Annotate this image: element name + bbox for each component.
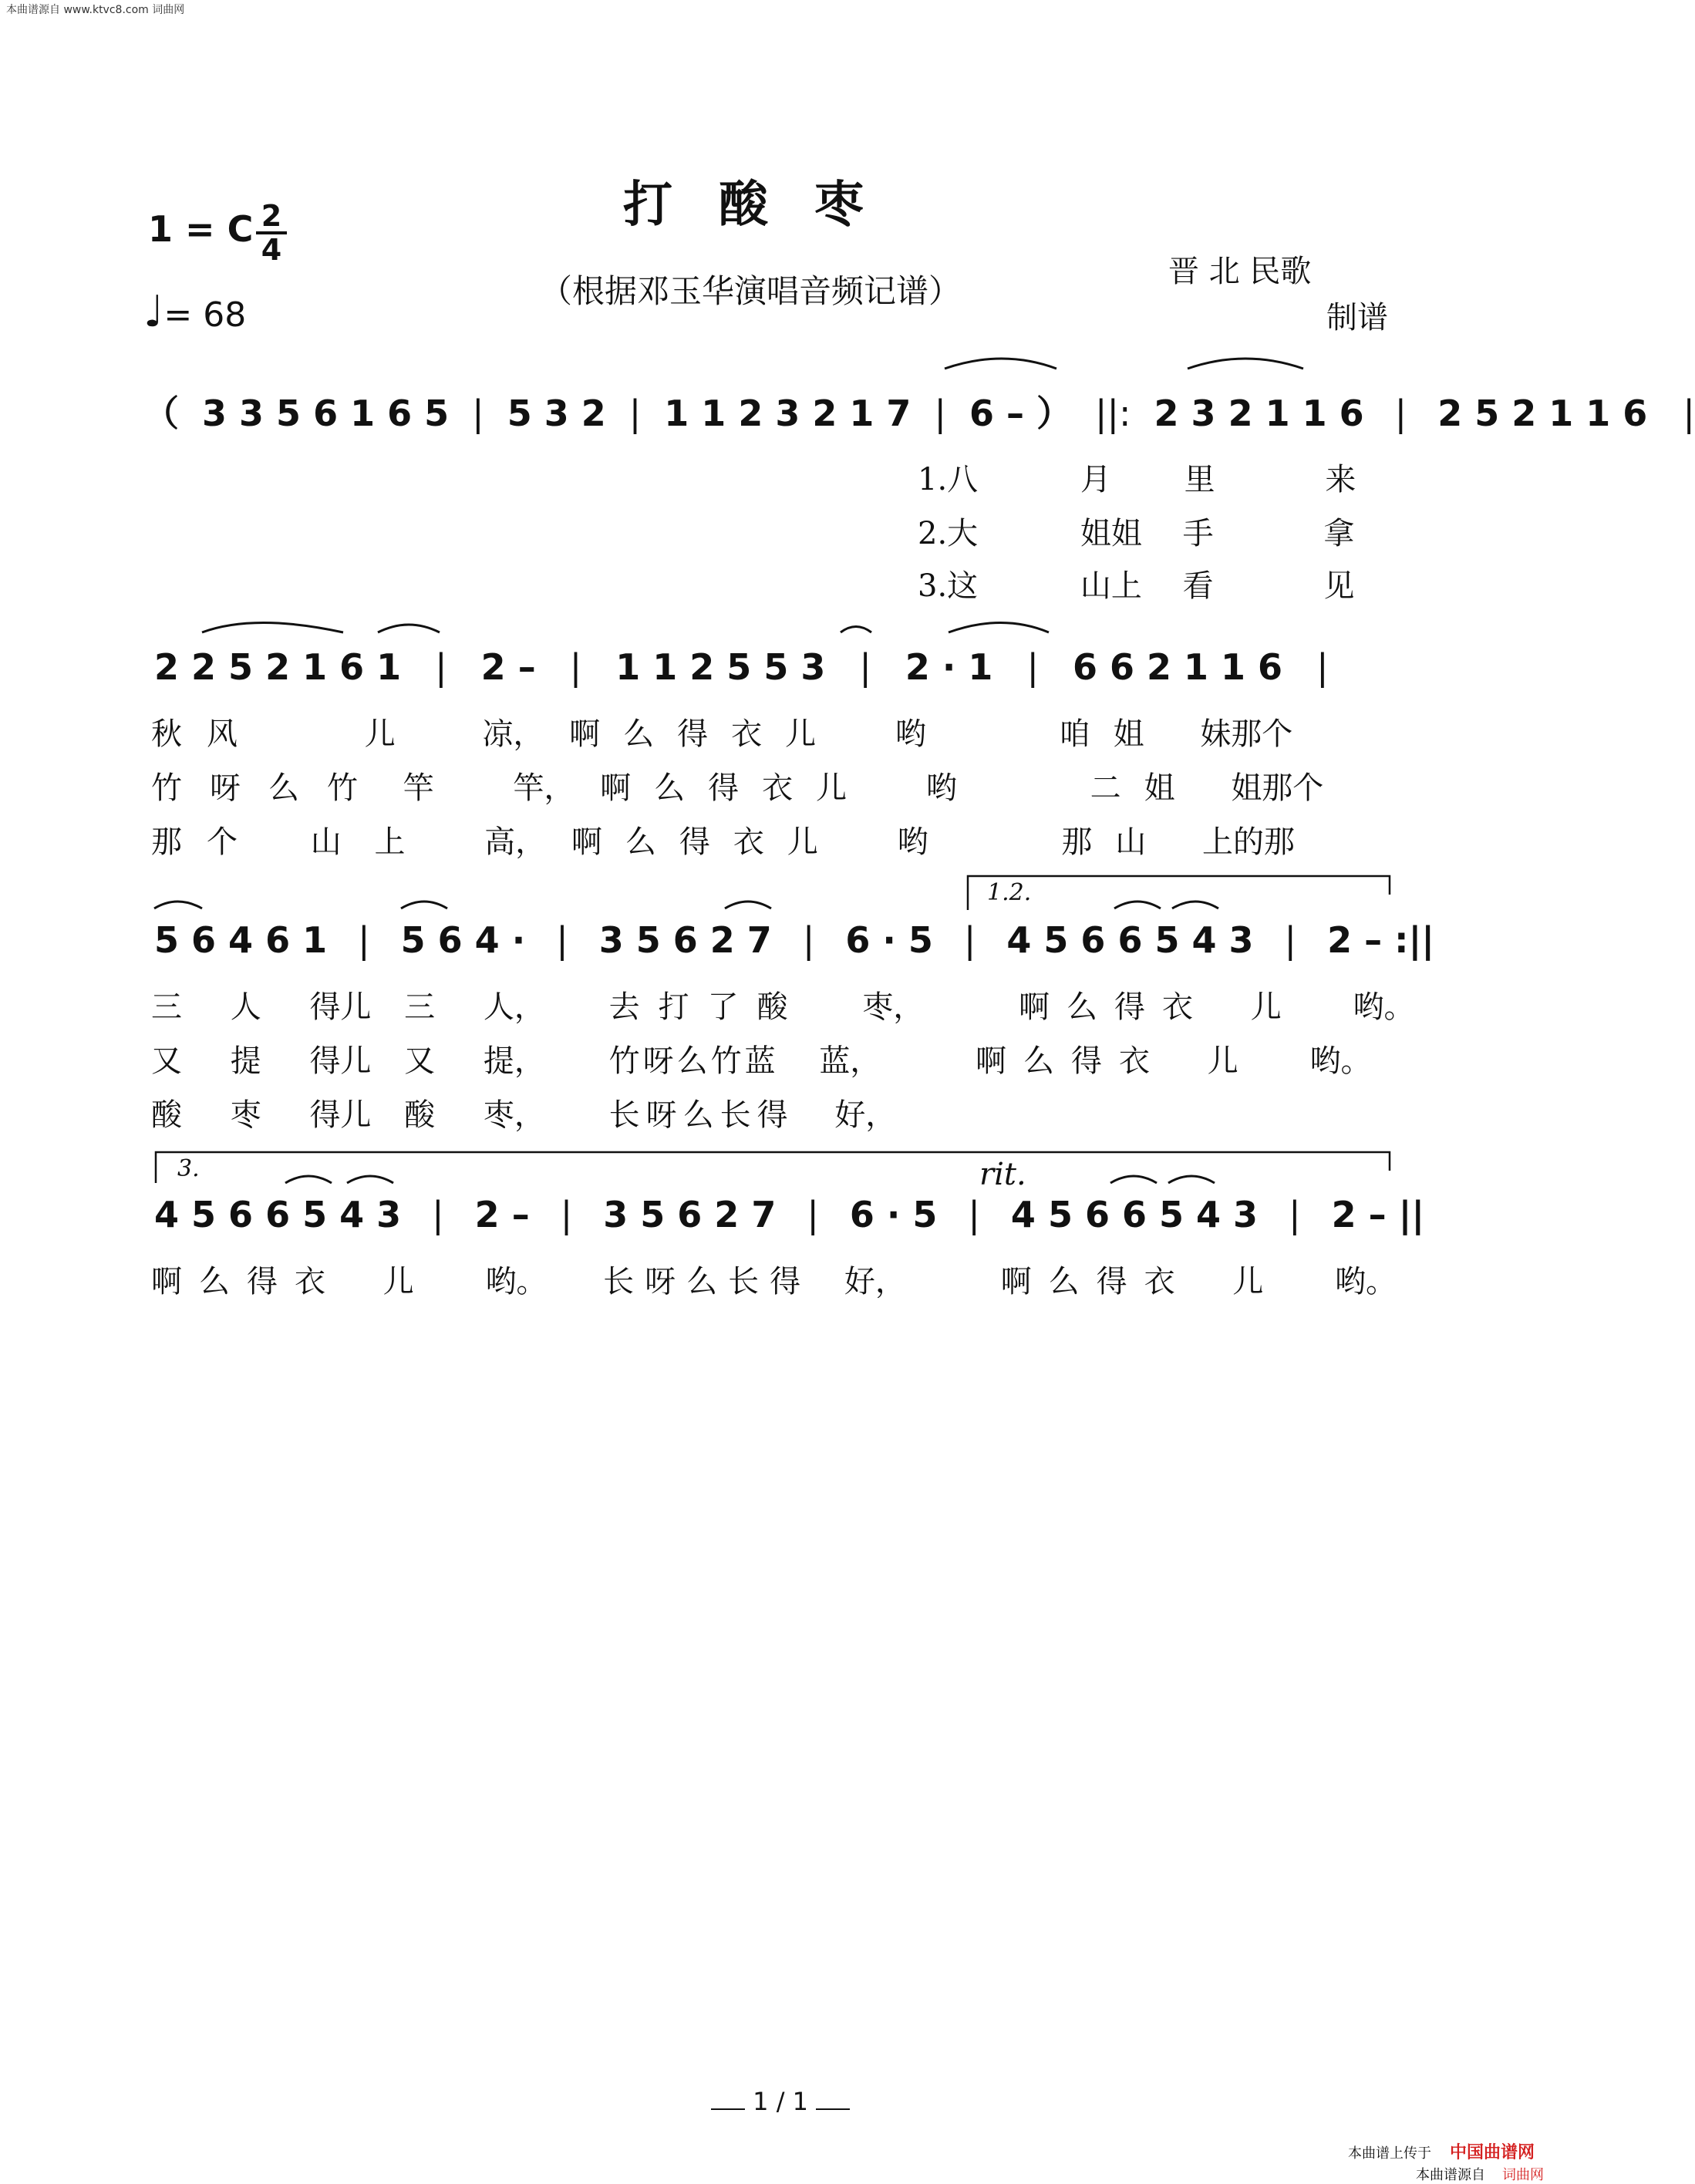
quarter-note-icon: ♩	[143, 287, 164, 337]
slur	[1114, 902, 1161, 908]
slur	[347, 1176, 393, 1183]
lyric-word: 酸	[151, 1097, 182, 1133]
lyric-word: 手	[1182, 516, 1214, 551]
lyric-word: 儿	[382, 1264, 414, 1299]
note-group: 4 5 6 6 5 4 3	[1006, 919, 1254, 961]
lyric-word: 山	[310, 824, 342, 860]
lyric-word: 竹呀么竹蓝	[608, 1043, 779, 1079]
lyric-word: 竿	[403, 770, 434, 806]
lyric-word: 蓝，	[819, 1043, 881, 1079]
lyric-word: 又	[151, 1043, 182, 1079]
repeat-end: 2 – :||	[1327, 919, 1435, 961]
lyric-word: 啊么得衣	[1019, 989, 1211, 1025]
note-group: 6 – ）	[969, 393, 1072, 434]
lyric-word: 好，	[844, 1264, 906, 1299]
barline: |	[934, 393, 946, 434]
lyric-word: 秋风	[151, 716, 262, 752]
lyric-word: 竹呀么竹	[151, 770, 386, 806]
lyric-word: 山上	[1080, 568, 1142, 604]
song-subtitle: （根据邓玉华演唱音频记谱）	[540, 272, 962, 310]
note-group: 5 6 4 ·	[400, 919, 526, 961]
lyric-word: 枣	[230, 1097, 261, 1133]
lyric-word: 啊么得衣	[151, 1264, 342, 1299]
note-group: 3 5 6 2 7	[598, 919, 772, 961]
lyric-word: 竿，	[513, 770, 575, 806]
note-group: 3 3 5 6 1 6 5	[202, 393, 450, 434]
final-barline: 2 – ||	[1331, 1194, 1425, 1235]
lyric-word: 儿	[1250, 989, 1282, 1025]
page-number	[711, 2087, 850, 2116]
lyric-word: 啊么得衣儿	[569, 716, 840, 752]
note-group: 6 · 5	[845, 919, 933, 961]
footer-site: 词曲网	[1502, 2167, 1544, 2183]
lyric-word: 里	[1184, 462, 1215, 497]
slur	[725, 902, 771, 908]
lyric-word: 姐姐	[1080, 516, 1142, 551]
lyric-word: 凉，	[482, 716, 544, 752]
time-signature-bottom: 4	[261, 233, 282, 267]
lyric-word: 提，	[483, 1043, 545, 1079]
note-group: 2 2 5 2 1 6 1	[154, 646, 402, 688]
slur	[401, 902, 447, 908]
note-group: 6 6 2 1 1 6	[1072, 646, 1283, 688]
lyric-word: 枣，	[483, 1097, 545, 1133]
barline: |	[1284, 919, 1297, 961]
note-group: 5 6 4 6 1	[154, 919, 328, 961]
lyric-word: 长呀么长得	[608, 1097, 794, 1133]
note-group: 2 5 2 1 1 6	[1437, 393, 1648, 434]
note-group: 4 5 6 6 5 4 3	[1010, 1194, 1259, 1235]
note-group: 1 1 2 3 2 1 7	[664, 393, 912, 434]
lyric-word: 哟。	[1353, 989, 1415, 1025]
slur	[945, 359, 1056, 369]
lyric-word: 上	[374, 824, 406, 860]
page-rule-left	[711, 2108, 745, 2110]
lyric-word: 三	[404, 989, 436, 1025]
lyric-word: 哟	[897, 824, 928, 860]
source-note: 本曲谱源自 www.ktvc8.com 词曲网	[6, 4, 185, 16]
lyric-word: 哟。	[485, 1264, 548, 1299]
note-group: 1 1 2 5 5 3	[615, 646, 826, 688]
barline: |	[1316, 646, 1329, 688]
repeat-start: ||:	[1095, 393, 1131, 434]
arranger-credit: 制谱	[1326, 300, 1388, 335]
slur	[1188, 359, 1303, 369]
volta-1-2: 1.2.	[987, 879, 1032, 906]
barline: |	[472, 393, 484, 434]
lyric-word: 哟	[925, 770, 957, 806]
lyric-word: 去打了酸	[608, 989, 807, 1025]
lyric-word: 长呀么长得	[603, 1264, 812, 1299]
lyric-word: 得儿	[309, 989, 372, 1025]
lyric-word: 啊么得衣儿	[571, 824, 841, 860]
lyric-word: 高，	[484, 824, 547, 860]
barline: |	[1026, 646, 1039, 688]
slur	[202, 623, 343, 633]
lyric-word: 得儿	[309, 1043, 372, 1079]
note-group: 3 5 6 2 7	[603, 1194, 777, 1235]
barline: |	[435, 646, 447, 688]
lyric-word: 儿	[364, 716, 396, 752]
lyric-word: 人，	[483, 989, 545, 1025]
barline: |	[432, 1194, 444, 1235]
note-group: 5 3 2	[507, 393, 606, 434]
barline: |	[1394, 393, 1407, 434]
barline: |	[1683, 393, 1695, 434]
note-group: 6 · 5	[849, 1194, 938, 1235]
barline: |	[968, 1194, 980, 1235]
lyric-word: 3.这	[918, 568, 979, 604]
volta-3: 3.	[177, 1155, 200, 1182]
footer-upload-text: 本曲谱上传于	[1348, 2145, 1431, 2162]
lyric-word: 姐那个	[1231, 770, 1324, 806]
footer-source-text: 本曲谱源自	[1416, 2167, 1485, 2183]
lyric-word: 枣，	[862, 989, 925, 1025]
lyric-word: 见	[1323, 568, 1355, 604]
barline: |	[859, 646, 871, 688]
note-group: 2 · 1	[905, 646, 993, 688]
lyric-word: 好，	[834, 1097, 897, 1133]
note-group: 4 5 6 6 5 4 3	[154, 1194, 402, 1235]
lyric-word: 酸	[404, 1097, 436, 1133]
lyric-word: 儿	[1232, 1264, 1264, 1299]
lyric-word: 那山	[1061, 824, 1170, 860]
lyric-word: 1.八	[918, 462, 979, 497]
note-group: 2 3 2 1 1 6	[1154, 393, 1364, 434]
lyric-word: 三	[151, 989, 182, 1025]
lyric-word: 上的那	[1202, 824, 1296, 860]
lyric-word: 那个	[151, 824, 262, 860]
barline: |	[628, 393, 642, 434]
origin-credit: 晋 北 民歌	[1168, 254, 1312, 289]
slur	[154, 902, 202, 908]
song-title: 打酸枣	[623, 176, 910, 234]
time-signature-top: 2	[261, 199, 282, 233]
slur	[285, 1176, 332, 1183]
barline: |	[569, 646, 582, 688]
lyric-word: 2.大	[918, 516, 979, 551]
lyric-word: 哟	[895, 716, 926, 752]
slur	[949, 623, 1049, 633]
barline: |	[963, 919, 976, 961]
lyric-word: 啊么得衣	[976, 1043, 1168, 1079]
lyric-word: 啊么得衣儿	[600, 770, 871, 806]
page-rule-right	[816, 2108, 850, 2110]
barline: |	[802, 919, 815, 961]
lyric-word: 看	[1182, 568, 1214, 604]
lyric-word: 儿	[1207, 1043, 1238, 1079]
lyric-word: 拿	[1323, 516, 1355, 551]
note-group: 2 –	[474, 1194, 530, 1235]
key-signature: 1 = C	[148, 208, 254, 250]
note-group: （	[143, 393, 179, 434]
tempo-value: = 68	[163, 295, 247, 335]
lyric-word: 月	[1080, 462, 1111, 497]
footer-logo: 中国曲谱网	[1450, 2143, 1535, 2162]
page-label: 1 / 1	[753, 2087, 809, 2116]
ritardando-marking: rit.	[979, 1157, 1026, 1192]
slur	[378, 625, 440, 632]
lyric-word: 哟。	[1335, 1264, 1397, 1299]
barline: |	[1289, 1194, 1301, 1235]
slur	[1172, 902, 1218, 908]
note-group: 2 –	[480, 646, 536, 688]
lyric-word: 提	[230, 1043, 261, 1079]
lyric-word: 妹那个	[1200, 716, 1293, 752]
lyric-word: 啊么得衣	[1000, 1264, 1192, 1299]
slur	[841, 627, 871, 633]
lyric-word: 得儿	[309, 1097, 372, 1133]
lyric-word: 人	[230, 989, 261, 1025]
barline: |	[556, 919, 568, 961]
lyric-word: 又	[404, 1043, 436, 1079]
lyric-word: 咱姐	[1059, 716, 1168, 752]
barline: |	[807, 1194, 819, 1235]
barline: |	[358, 919, 370, 961]
lyric-word: 来	[1325, 462, 1356, 497]
lyric-word: 哟。	[1309, 1043, 1372, 1079]
lyric-word: 二姐	[1090, 770, 1198, 806]
slur	[1110, 1176, 1157, 1183]
barline: |	[560, 1194, 573, 1235]
slur	[1168, 1176, 1215, 1183]
